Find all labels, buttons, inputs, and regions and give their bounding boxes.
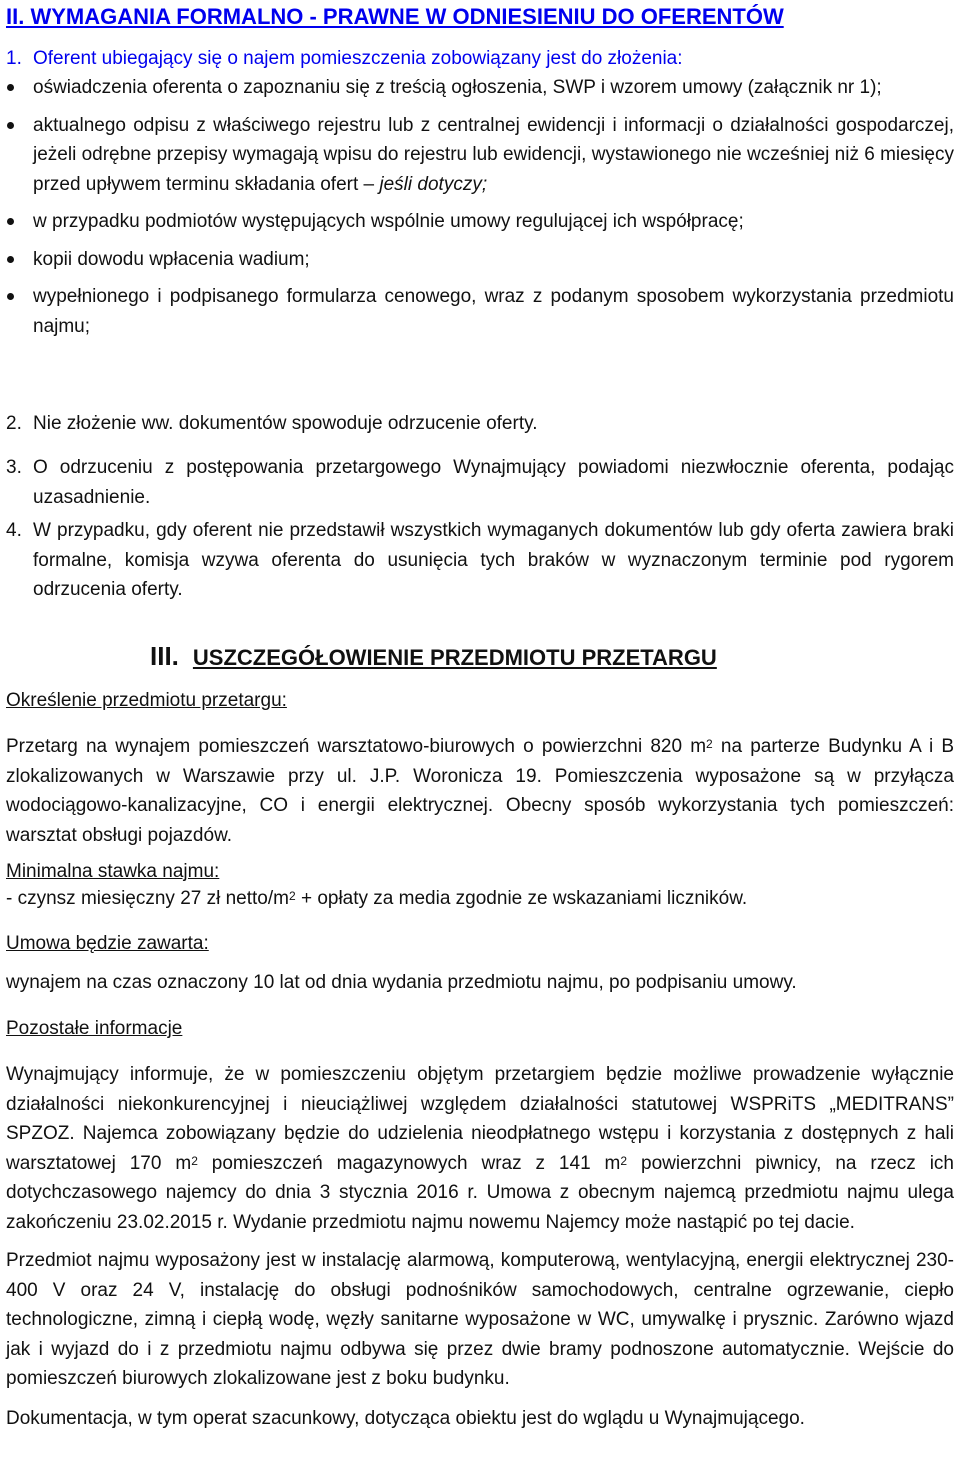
item-4-text: W przypadku, gdy oferent nie przedstawił wszystkich wymaganych dokumentów lub gdy oferta zawiera braki formalne, komisja wzywa oferenta do usunięcia tych braków w wyznaczonym terminie pod rygorem odrzucenia oferty. (33, 520, 954, 600)
superscript: 2 (620, 1153, 628, 1168)
list-item (0, 73, 954, 103)
list-item-text: kopii dowodu wpłacenia wadium; (33, 248, 310, 270)
other-info-paragraph-2: Przedmiot najmu wyposażony jest w instalację alarmową, komputerową, wentylacyjną, energii elektrycznej 230-400 V oraz 24 V, instalację do obsługi podnośników samochodowych, centralne ogrzewanie, ciepło technologiczne, zimną i ciepłą wodę, węzły sanitarne wyposażone w WC, umywalkę i prysznic. Zarówno wjazd jak i wyjazd do i z przedmiotu najmu odbywa się przez dwie bramy podnoszone automatycznie. Wejście do pomieszczeń biurowych zlokalizowane jest z boku budynku. (6, 1250, 954, 1389)
rate-label: Minimalna stawka najmu: (6, 861, 220, 882)
bullet-icon (7, 84, 14, 91)
item-3-number: 3. (6, 457, 22, 478)
rate-text-cont: + opłaty za media zgodnie ze wskazaniami liczników. (295, 888, 748, 909)
rate-text: - czynsz miesięczny 27 zł netto/m (6, 888, 289, 909)
list-item-note: jeśli dotyczy; (379, 173, 488, 195)
section-3-title: USZCZEGÓŁOWIENIE PRZEDMIOTU PRZETARGU (192, 645, 717, 670)
list-item-dash: – (358, 173, 380, 195)
section-3-heading (150, 640, 717, 674)
superscript: 2 (191, 1153, 198, 1168)
item-1 (6, 44, 954, 74)
contract-label: Umowa będzie zawarta: (6, 933, 209, 954)
other-info-label: Pozostałe informacje (6, 1018, 183, 1039)
item-4-number: 4. (6, 520, 22, 541)
list-item-text: oświadczenia oferenta o zapoznaniu się z treścią ogłoszenia, SWP i wzorem umowy (załącznik nr 1); (33, 77, 882, 98)
item-2 (6, 409, 954, 439)
bullet-icon (7, 122, 14, 129)
list-item (0, 111, 954, 200)
superscript: 2 (706, 737, 713, 751)
bullet-icon (7, 293, 14, 300)
list-item (0, 282, 954, 341)
item-2-number: 2. (6, 413, 22, 434)
item-2-text: Nie złożenie ww. dokumentów spowoduje odrzucenie oferty. (33, 413, 538, 434)
list-item-text: aktualnego odpisu z właściwego rejestru lub z centralnej ewidencji i informacji o działalności gospodarczej, jeżeli odrębne przepisy wymagają wpisu do rejestru lub ewidencji, wystawionego nie wcześniej niż 6 miesięcy przed upływem terminu składania ofert (33, 114, 954, 195)
other-text: pomieszczeń magazynowych wraz z 141 m (197, 1152, 621, 1174)
other-info-paragraph-1 (6, 1060, 954, 1237)
subject-label: Określenie przedmiotu przetargu: (6, 690, 287, 711)
list-item-text: w przypadku podmiotów występujących wspólnie umowy regulującej ich współpracę; (33, 211, 744, 232)
subject-text-cont: na parterze Budynku A i B zlokalizowanych w Warszawie przy ul. J.P. Woronicza 19. Pomieszczenia wyposażone są w przyłącza wodociągowo-kanalizacyjne, CO i energii elektrycznej. Obecny sposób wykorzystania tych pomieszczeń: warsztat obsługi pojazdów. (6, 736, 955, 846)
list-item (0, 207, 954, 237)
bullet-icon (7, 218, 14, 225)
subject-text: Przetarg na wynajem pomieszczeń warsztatowo-biurowych o powierzchni 820 m (6, 736, 707, 757)
requirements-list (0, 73, 954, 349)
other-text: powierzchni piwnicy, na rzecz ich dotychczasowego najemcy do dnia 3 stycznia 2016 r. Umowa z obecnym najemcą przedmiotu najmu ulega zakończeniu 23.02.2015 r. Wydanie przedmiotu najmu nowemu Najemcy może nastąpić po tej dacie. (6, 1152, 954, 1233)
subject-paragraph (6, 732, 954, 850)
other-text: Wynajmujący informuje, że w pomieszczeniu objętym przetargiem będzie możliwe prowadzenie wyłącznie działalności niekonkurencyjnej i nieuciążliwej względem działalności statutowej WSPRiTS „MEDITRANS” SPZOZ. Najemca zobowiązany będzie do udzielenia nieodpłatnego wstępu i korzystania z dostępnych z hali warsztatowej 170 m (6, 1064, 954, 1174)
other-info-paragraph-3: Dokumentacja, w tym operat szacunkowy, dotycząca obiektu jest do wglądu u Wynajmującego. (6, 1408, 805, 1429)
item-3 (6, 453, 954, 513)
item-3-text: O odrzuceniu z postępowania przetargowego Wynajmujący powiadomi niezwłocznie oferenta, podając uzasadnienie. (33, 457, 954, 508)
section-2-heading: II. WYMAGANIA FORMALNO - PRAWNE W ODNIESIENIU DO OFERENTÓW (6, 4, 784, 29)
rate-paragraph (6, 884, 954, 914)
superscript: 2 (288, 889, 296, 903)
contract-paragraph: wynajem na czas oznaczony 10 lat od dnia wydania przedmiotu najmu, po podpisaniu umowy. (6, 972, 797, 993)
item-1-number: 1. (6, 48, 22, 69)
item-4 (6, 516, 954, 606)
bullet-icon (7, 256, 14, 263)
section-3-number: III. (150, 641, 179, 671)
item-1-text: Oferent ubiegający się o najem pomieszczenia zobowiązany jest do złożenia: (33, 48, 683, 69)
list-item-text: wypełnionego i podpisanego formularza cenowego, wraz z podanym sposobem wykorzystania przedmiotu najmu; (33, 286, 954, 337)
list-item (0, 245, 954, 275)
